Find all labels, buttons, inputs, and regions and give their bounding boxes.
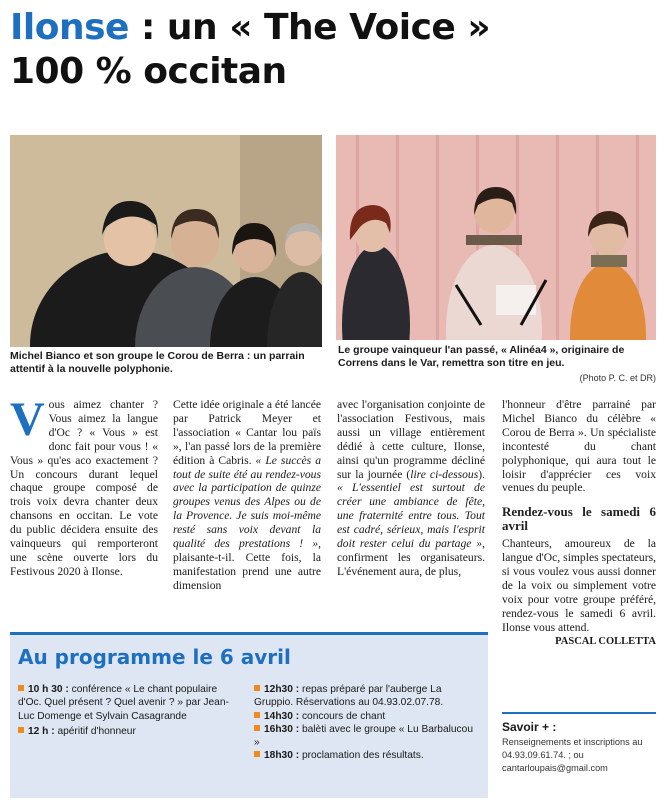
article-col4-text-b: Chanteurs, amoureux de la langue d'Oc, simples spectateurs, si vous voulez vous aussi donner de la voix ou simplement votre voix pour votre groupe préféré, rendez-vous le samedi 6 avril. Ilonse vous attend. (502, 537, 656, 634)
programme-text: proclamation des résultats. (299, 750, 424, 762)
programme-left-list (18, 683, 240, 738)
article-col2-quote: « Le succès a tout de suite été au rendez-vous avec la participation de quinze groupes venus des Alpes ou de la Provence. Je suis moi-même resté sans voix devant la qualité des prestations ! » (173, 453, 321, 551)
photo-left-caption: Michel Bianco et son groupe le Corou de Berra : un parrain attentif à la nouvelle polyphonie. (10, 350, 305, 375)
article-column-3 (337, 398, 485, 579)
article-col3-text-a: avec l'organisation conjointe de l'association Festivous, mais aussi un village entièrement dédié à cette culture, Ilonse, ainsi qu'un programme décliné sur la journée ( (337, 398, 485, 481)
programme-text: balèti avec le groupe « Lu Barbalucou » (254, 723, 473, 749)
programme-item (254, 723, 480, 750)
subheading: Rendez-vous le samedi 6 avril (502, 504, 656, 534)
headline-line2: 100 % occitan (10, 51, 287, 92)
article-col2-text-a: Cette idée originale a été lancée par Patrick Meyer et l'association « Cantar lou païs », l'an passé lors de la première édition à Cabris. (173, 398, 321, 467)
article-col1-text: ous aimez chanter ? Vous aimez la langue d'Oc ? « Vous » est donc fait pour vous ! « Vous » qu'es aco exactement ? Un concours durant lequel chaque groupe composé de trois voix devra chanter deux chansons en occitan. Le vote du public décidera ensuite des vainqueurs qui remporteront une scène ouverte lors du Festivous 2020 à Ilonse. (10, 398, 158, 578)
programme-right-list (254, 683, 480, 763)
article-col4-text-a: l'honneur d'être parrainé par Michel Bianco du célèbre « Corou de Berra ». Un spécialiste incontesté du chant polyphonique, qui aura tout le loisir d'apprécier ces voix venues du peuple. (502, 398, 656, 495)
article-col3-quote: « L'essentiel est surtout de créer une ambiance de fête, une fraternité entre tous. Tout est cadré, sérieux, mais l'esprit doit rester celui du partage » (337, 481, 485, 551)
article-col3-text-c: , confirment les organisateurs. L'événement aura, de plus, (337, 537, 485, 578)
photo-right-caption: Le groupe vainqueur l'an passé, « Alinéa4 », originaire de Correns dans le Var, remettra son titre en jeu. (338, 344, 625, 369)
programme-item (18, 683, 240, 723)
group-photo-right-image (336, 135, 656, 340)
photo-credit: (Photo P. C. et DR) (579, 373, 656, 383)
headline-place: Ilonse (10, 7, 129, 48)
programme-time: 14h30 : (264, 710, 300, 722)
programme-text: conférence « Le chant populaire d'Oc. Quel présent ? Quel avenir ? » par Jean-Luc Domenge et Sylvain Casagrande (18, 684, 229, 722)
info-box-text: Renseignements et inscriptions au 04.93.09.61.74. ; ou cantarloupais@gmail.com (502, 737, 643, 773)
article-col3-text-b: ). (478, 467, 485, 481)
article-col3-reference: lire ci-dessous (410, 467, 479, 481)
article-column-4 (502, 398, 656, 649)
programme-time: 10 h 30 : (28, 684, 69, 695)
article-column-2 (173, 398, 321, 593)
programme-text: concours de chant (299, 710, 386, 722)
bullet-square-icon (18, 727, 24, 733)
bullet-square-icon (18, 685, 24, 691)
article-col2-text-b: , plaisante-t-il. Cette fois, la manifestation prend une autre dimension (173, 537, 321, 592)
programme-title: Au programme le 6 avril (18, 645, 291, 669)
info-box-title: Savoir + : (502, 720, 557, 734)
drop-cap: V (10, 393, 45, 446)
programme-time: 12 h : (28, 725, 55, 737)
article-column-1 (10, 393, 158, 579)
bullet-square-icon (254, 712, 260, 718)
programme-time: 18h30 : (264, 750, 300, 762)
headline-line1-rest: : un « The Voice » (128, 7, 491, 48)
programme-box (10, 632, 488, 798)
programme-item (18, 725, 240, 738)
programme-item (254, 749, 480, 762)
info-box (502, 712, 656, 794)
programme-time: 12h30 : (264, 684, 300, 695)
group-photo-right (336, 135, 656, 340)
headline-line1 (10, 8, 490, 48)
programme-item (254, 710, 480, 723)
bullet-square-icon (254, 751, 260, 757)
group-photo-left-image (10, 135, 322, 347)
programme-item (254, 683, 480, 710)
author-signature: PASCAL COLLETTA (555, 635, 656, 647)
bullet-square-icon (254, 685, 260, 691)
group-photo-left (10, 135, 322, 347)
programme-text: repas préparé par l'auberge La Gruppio. Réservations au 04.93.02.07.78. (254, 684, 444, 709)
bullet-square-icon (254, 725, 260, 731)
programme-time: 16h30 : (264, 723, 300, 735)
programme-text: apéritif d'honneur (54, 725, 136, 737)
